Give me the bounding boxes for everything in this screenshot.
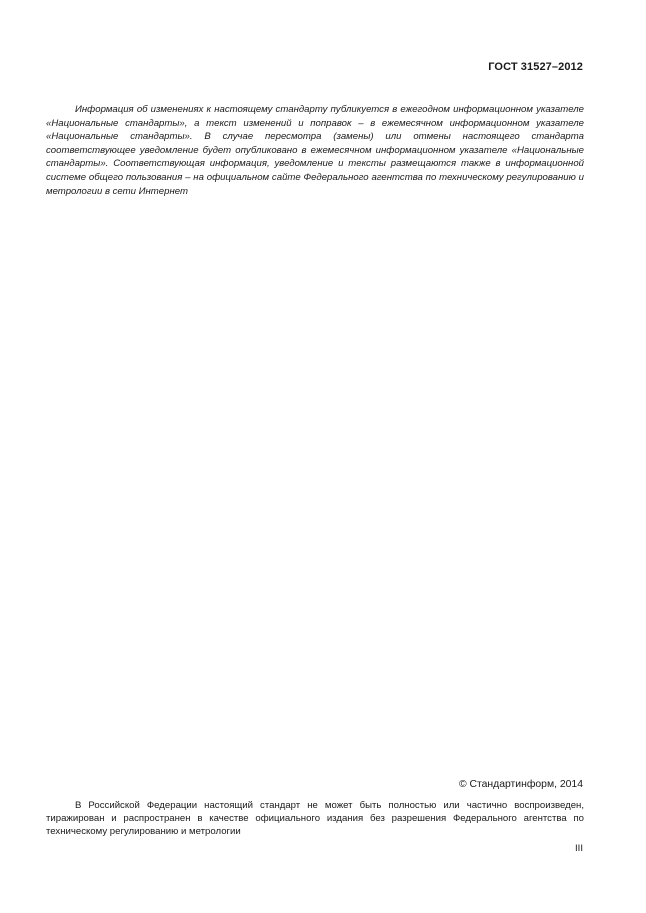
copyright-line: © Стандартинформ, 2014 (458, 779, 583, 790)
document-code: ГОСТ 31527–2012 (488, 61, 583, 73)
notice-paragraph: Информация об изменениях к настоящему стандарту публикуется в ежегодном информационном указателе «Национальные стандарты», а текст изменений и поправок – в ежемесячном информационном указателе «Национальные стандарты». В случае пересмотра (замены) или отмены настоящего стандарта соответствующее уведомление будет опубликовано в ежемесячном информационном указателе «Национальные стандарты». Соответствующая информация, уведомление и тексты размещаются также в информационной системе общего пользования – на официальном сайте Федерального агентства по техническому регулированию и метрологии в сети Интернет (46, 104, 584, 197)
amendments-notice (46, 103, 584, 198)
rights-paragraph: В Российской Федерации настоящий стандарт не может быть полностью или частично воспроизведен, тиражирован и распространен в качестве официального издания без разрешения Федерального агентства по техническому регулированию и метрологии (46, 800, 584, 838)
page-number: III (575, 843, 583, 854)
reproduction-rights (46, 799, 584, 839)
